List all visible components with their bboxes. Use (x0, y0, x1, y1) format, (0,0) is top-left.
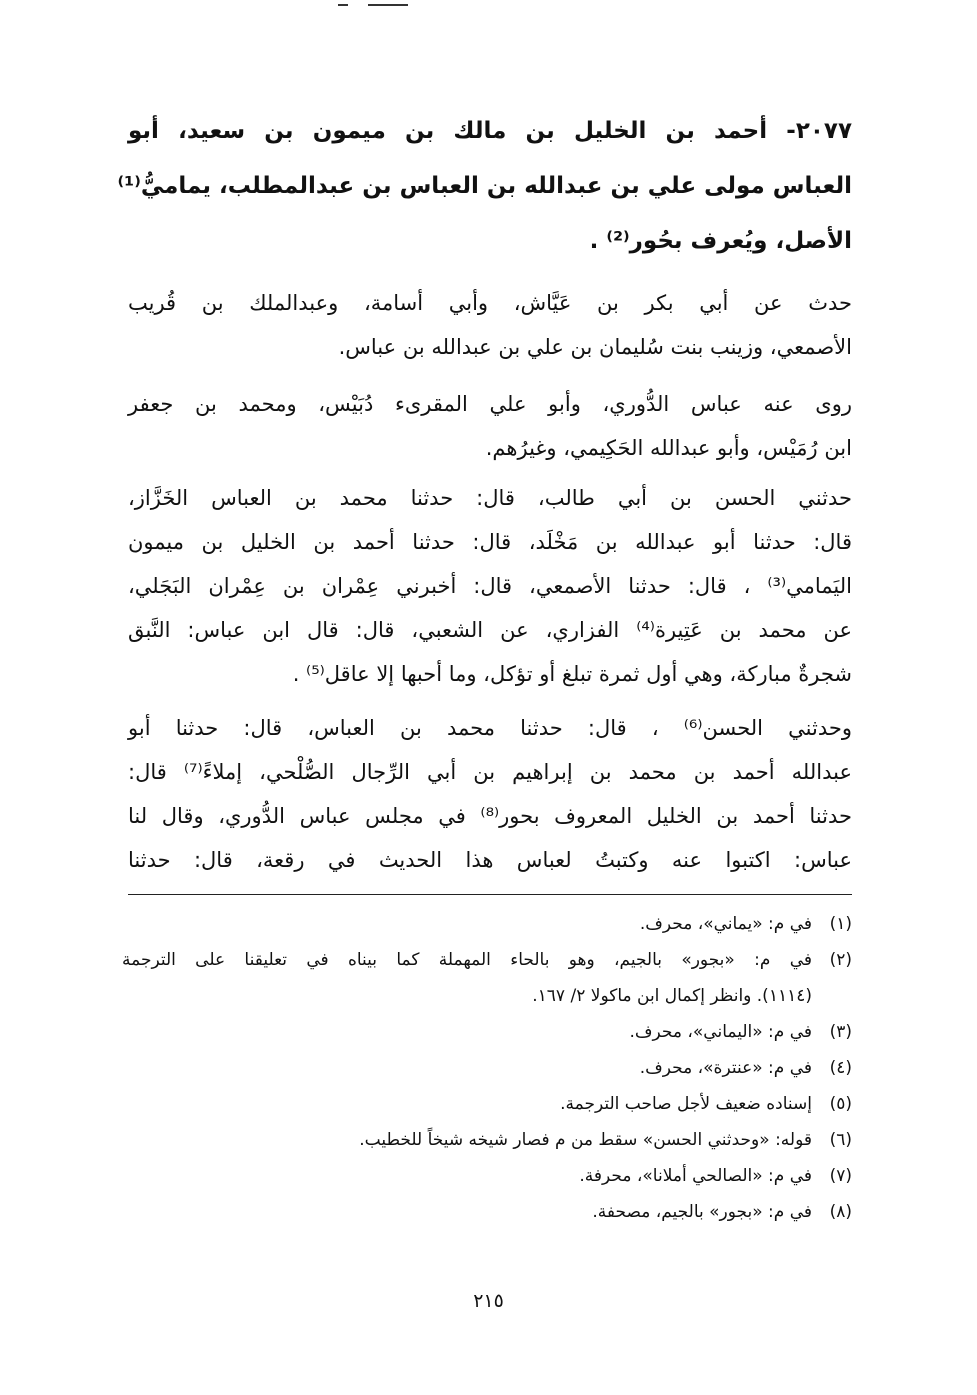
text-line: شجرةٌ مباركة، وهي أول ثمرة تبلغ أو تؤكل، وما أحبها إلا عاقل⁽⁵⁾ . (292, 662, 852, 686)
footnote-text: قوله: «وحدثني الحسن» سقط من م فصار شيخه شيخاً للخطيب. (359, 1130, 812, 1150)
footnote-separator (128, 894, 852, 895)
heading-line: الأصل، ويُعرف بحُور⁽²⁾ . (589, 228, 852, 254)
footnote (122, 1086, 852, 1122)
heading-line: ٢٠٧٧- أحمد بن الخليل بن مالك بن ميمون بن سعيد، أبو (128, 118, 852, 144)
footnote-text: (١١١٤). وانظر إكمال ابن ماكولا ٢/ ١٦٧. (532, 986, 812, 1006)
footnote-text: في م: «الصالحي أملانا»، محرفة. (579, 1166, 812, 1186)
footnote-number: (٣) (829, 1022, 852, 1042)
footnote (122, 906, 852, 942)
footnote (122, 1122, 852, 1158)
footnote-number: (٦) (829, 1130, 852, 1150)
footnote-number: (٥) (829, 1094, 852, 1114)
footnote-text: إسناده ضعيف لأجل صاحب الترجمة. (560, 1094, 812, 1114)
text-line: عبدالله أحمد بن محمد بن إبراهيم بن أبي الرِّجال الصُّلْحي، إملاءً⁽⁷⁾ قال: (128, 760, 852, 784)
footnote-text: في م: «بجور» بالجيم، مصحفة. (592, 1202, 812, 1222)
footnote (122, 1014, 852, 1050)
footnote-text: في م: «يماني»، محرف. (639, 914, 812, 934)
text-line: حدثني الحسن بن أبي طالب، قال: حدثنا محمد بن العباس الخَزَّاز، (128, 486, 852, 510)
footnote-number: (١) (829, 914, 852, 934)
text-line: عن محمد بن عَتِيرة⁽⁴⁾ الفزاري، عن الشعبي، قال: قال ابن عباس: النَّبق (128, 618, 852, 642)
footnote-text: في م: «اليماني»، محرف. (629, 1022, 812, 1042)
footnote (122, 1194, 852, 1230)
text-line: اليَمامي⁽³⁾ ، قال: حدثنا الأصمعي، قال: أخبرني عِمْران بن عِمْران البَجَلي، (128, 574, 852, 598)
footnote (122, 942, 852, 1014)
text-line: الأصمعي، وزينب بنت سُليمان بن علي بن عبدالله بن عباس. (338, 335, 852, 359)
footnote-number: (٨) (829, 1202, 852, 1222)
footnote-number: (٤) (829, 1058, 852, 1078)
paragraph-hadith-one (128, 476, 852, 696)
footnote-text: في م: «بجور» بالجيم، وهو بالحاء المهملة كما بيناه في تعليقنا على الترجمة (122, 950, 812, 970)
footnote (122, 1050, 852, 1086)
text-line: قال: حدثنا أبو عبدالله بن مَخْلَد، قال: حدثنا أحمد بن الخليل بن ميمون (128, 530, 852, 554)
text-line: ابن رُمَيْس، وأبو عبدالله الحَكِيمي، وغيرُهم. (485, 436, 852, 460)
text-line: وحدثني الحسن⁽⁶⁾ ، قال: حدثنا محمد بن العباس، قال: حدثنا أبو (128, 716, 852, 740)
entry-heading (117, 104, 852, 269)
footnote-number: (٧) (829, 1166, 852, 1186)
top-scan-mark (338, 4, 408, 8)
heading-line: العباس مولى علي بن عبدالله بن العباس بن عبدالمطلب، يماميُّ⁽¹⁾ (117, 173, 852, 199)
paragraph-narrated-by (128, 382, 852, 470)
footnote (122, 1158, 852, 1194)
text-line: حدثنا أحمد بن الخليل المعروف بحور⁽⁸⁾ في مجلس عباس الدُّوري، وقال لنا (128, 804, 852, 828)
text-line: عباس: اكتبوا عنه وكتبتُ لعباس هذا الحديث في رقعة، قال: حدثنا (128, 848, 852, 872)
text-line: روى عنه عباس الدُّوري، وأبو علي المقرىء دُبَيْس، ومحمد بن جعفر (128, 392, 852, 416)
footnote-number: (٢) (829, 950, 852, 970)
page-number: ٢١٥ (473, 1290, 504, 1312)
footnote-text: في م: «عنترة»، محرف. (639, 1058, 812, 1078)
footnotes (122, 906, 852, 1230)
paragraph-narrated-from (128, 281, 852, 369)
paragraph-hadith-two (128, 706, 852, 882)
text-line: حدث عن أبي بكر بن عَيَّاش، وأبي أسامة، وعبدالملك بن قُريب (128, 291, 852, 315)
